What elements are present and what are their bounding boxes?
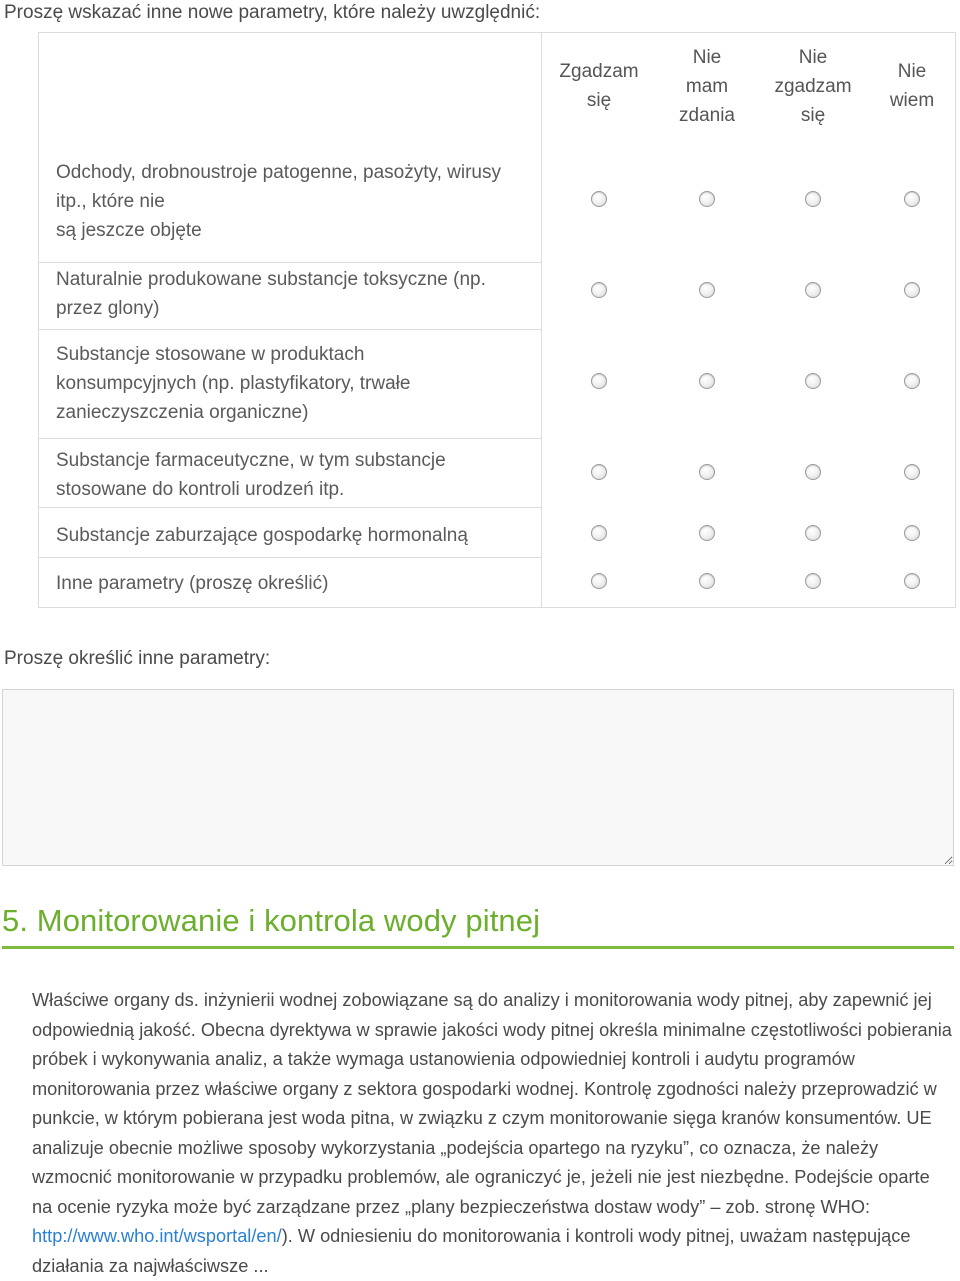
- row-label: [56, 521, 526, 550]
- row-label-line: zanieczyszczenia organiczne): [56, 402, 309, 423]
- row-label: [56, 265, 526, 323]
- section-title: 5. Monitorowanie i kontrola wody pitnej: [2, 903, 541, 938]
- section-divider: [2, 946, 954, 949]
- row-label: [56, 340, 526, 427]
- row-label-line: Substancje farmaceutyczne, w tym substancje: [56, 450, 446, 471]
- row-label-line: są jeszcze objęte: [56, 220, 202, 241]
- column-header: [758, 33, 868, 139]
- radio-button[interactable]: [904, 573, 920, 589]
- radio-button[interactable]: [591, 573, 607, 589]
- column-header: [544, 33, 654, 139]
- rating-matrix: [38, 32, 956, 608]
- column-header-line: mam: [685, 75, 729, 97]
- radio-button[interactable]: [699, 573, 715, 589]
- column-header-line: zdania: [679, 104, 735, 126]
- column-header-line: Zgadzam: [559, 61, 639, 82]
- row-separator: [39, 329, 541, 330]
- radio-button[interactable]: [805, 282, 821, 298]
- other-params-textarea[interactable]: [2, 689, 954, 866]
- radio-button[interactable]: [699, 525, 715, 541]
- column-header-line: się: [800, 104, 826, 126]
- radio-button[interactable]: [591, 525, 607, 541]
- who-link[interactable]: http://www.who.int/wsportal/en/: [32, 1226, 282, 1246]
- column-header-line: zgadzam: [774, 75, 852, 97]
- row-label-line: Substancje stosowane w produktach: [56, 344, 365, 365]
- radio-button[interactable]: [805, 373, 821, 389]
- radio-button[interactable]: [699, 282, 715, 298]
- question-title: Proszę wskazać inne nowe parametry, które należy uwzględnić:: [4, 2, 541, 23]
- row-separator: [39, 507, 541, 508]
- column-header-line: Nie: [692, 46, 722, 68]
- row-label-line: itp., które nie: [56, 191, 165, 212]
- radio-button[interactable]: [904, 373, 920, 389]
- radio-button[interactable]: [904, 191, 920, 207]
- radio-button[interactable]: [591, 191, 607, 207]
- row-label-line: Odchody, drobnoustroje patogenne, pasożyty, wirusy: [56, 162, 501, 183]
- row-label: [56, 569, 526, 598]
- row-separator: [39, 557, 541, 558]
- paragraph-text-end: ). W odniesieniu do monitorowania i kontroli wody pitnej, uważam następujące działania za najwłaściwsze ...: [32, 1226, 911, 1276]
- radio-button[interactable]: [591, 373, 607, 389]
- column-header: [867, 33, 957, 139]
- row-separator: [39, 262, 541, 263]
- row-label-line: konsumpcyjnych (np. plastyfikatory, trwałe: [56, 373, 411, 394]
- column-separator: [541, 33, 542, 607]
- radio-button[interactable]: [904, 525, 920, 541]
- radio-button[interactable]: [699, 191, 715, 207]
- column-header-line: Nie: [897, 61, 927, 82]
- row-label: [56, 446, 526, 504]
- paragraph-text: Właściwe organy ds. inżynierii wodnej zobowiązane są do analizy i monitorowania wody pitnej, aby zapewnić jej odpowiednią jakość. Obecna dyrektywa w sprawie jakości wody pitnej określa minimalne częstotliwości pobierania próbek i wykonywania analiz, a także wymaga ustanowienia odpowiedniej kontroli i audytu programów monitorowania przez właściwe organy z sektora gospodarki wodnej. Kontrolę zgodności należy przeprowadzić w punkcie, w którym pobierana jest woda pitna, w związku z czym monitorowanie sięga kranów konsumentów. UE analizuje obecnie możliwe sposoby wykorzystania „podejścia opartego na ryzyku”, co oznacza, że należy wzmocnić monitorowanie w przypadku problemów, ale ograniczyć je, jeżeli nie jest niezbędne. Podejście oparte na ocenie ryzyka może być zarządzane przez „plany bezpieczeństwa dostaw wody” – zob. stronę WHO:: [32, 990, 952, 1217]
- column-header-line: się: [586, 90, 612, 111]
- section-paragraph: [32, 986, 952, 1281]
- radio-button[interactable]: [699, 373, 715, 389]
- row-separator: [39, 438, 541, 439]
- row-label: [56, 158, 526, 245]
- radio-button[interactable]: [591, 464, 607, 480]
- column-header: [657, 33, 757, 139]
- radio-button[interactable]: [805, 525, 821, 541]
- radio-button[interactable]: [591, 282, 607, 298]
- radio-button[interactable]: [904, 282, 920, 298]
- radio-button[interactable]: [805, 464, 821, 480]
- radio-button[interactable]: [805, 573, 821, 589]
- row-label-line: Inne parametry (proszę określić): [56, 573, 329, 594]
- radio-button[interactable]: [904, 464, 920, 480]
- radio-button[interactable]: [805, 191, 821, 207]
- column-header-line: Nie: [798, 46, 828, 68]
- radio-button[interactable]: [699, 464, 715, 480]
- column-header-line: wiem: [889, 90, 935, 111]
- row-label-line: stosowane do kontroli urodzeń itp.: [56, 479, 345, 500]
- row-label-line: Substancje zaburzające gospodarkę hormonalną: [56, 525, 468, 546]
- row-label-line: Naturalnie produkowane substancje toksyczne (np.: [56, 269, 486, 290]
- other-params-label: Proszę określić inne parametry:: [4, 648, 271, 669]
- row-label-line: przez glony): [56, 298, 160, 319]
